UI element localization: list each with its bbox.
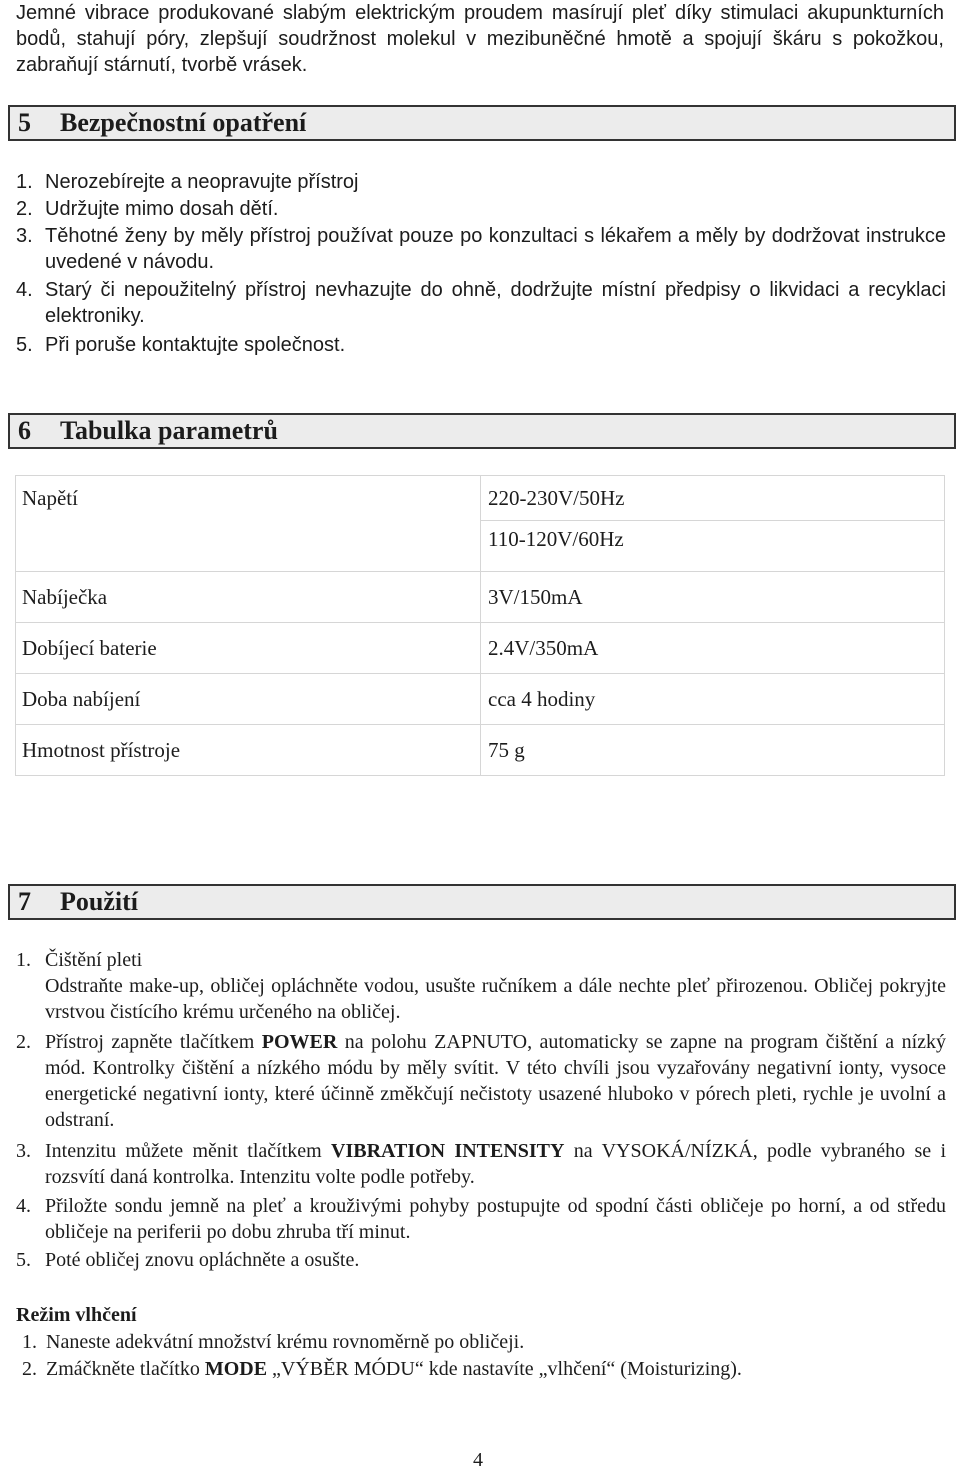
safety-item (16, 196, 946, 222)
step-title: Čištění pleti (45, 949, 143, 971)
moisture-step (22, 1329, 946, 1355)
item-number: 5. (16, 334, 33, 356)
section-number: 7 (18, 887, 31, 916)
section-heading-safety (8, 105, 956, 141)
param-label: Nabíječka (16, 572, 481, 623)
table-row (16, 572, 945, 623)
step-text-lead: Přístroj zapněte tlačítkem (45, 1031, 262, 1053)
table-row (16, 725, 945, 776)
button-name: VIBRATION INTENSITY (331, 1140, 565, 1162)
param-label: Doba nabíjení (16, 674, 481, 725)
param-value: 75 g (481, 725, 945, 776)
moisture-step (22, 1356, 946, 1382)
param-value: 110-120V/60Hz (481, 521, 945, 572)
section-number: 5 (18, 108, 31, 137)
table-row (16, 623, 945, 674)
table-row (16, 674, 945, 725)
step-text-lead: Zmáčkněte tlačítko (46, 1358, 205, 1380)
step-text (45, 1029, 946, 1133)
item-number: 4. (16, 279, 33, 301)
step-number: 1. (22, 1331, 37, 1353)
safety-item (16, 169, 946, 195)
page-number: 4 (473, 1449, 483, 1471)
step-text: Poté obličej znovu opláchněte a osušte. (45, 1249, 360, 1271)
step-text (45, 1138, 946, 1190)
table-row (16, 476, 945, 521)
item-text: Těhotné ženy by měly přístroj používat pouze po konzultaci s lékařem a měly by dodržovat instrukce uvedené v návodu. (45, 225, 946, 273)
step-number: 4. (16, 1195, 31, 1217)
section-title: Bezpečnostní opatření (60, 108, 307, 137)
step-text: Odstraňte make-up, obličej opláchněte vodou, usušte ručníkem a dále nechte pleť přirozenou. Obličej pokryjte vrstvou čistícího krému určeného na obličej. (45, 975, 946, 1023)
step-text (46, 1356, 946, 1382)
step-text: Naneste adekvátní množství krému rovnoměrně po obličeji. (46, 1331, 525, 1353)
usage-step (16, 1247, 946, 1273)
step-text: Přiložte sondu jemně na pleť a krouživými pohyby postupujte od spodní části obličeje po horní, a od středu obličeje na periferii po dobu zhruba tří minut. (45, 1195, 946, 1243)
step-text-rest: na VYSOKÁ/NÍZKÁ, podle vybraného se i rozsvítí daná kontrolka. Intenzitu volte podle potřeby. (45, 1140, 947, 1188)
section-heading-usage (8, 884, 956, 920)
param-label: Dobíjecí baterie (16, 623, 481, 674)
item-number: 1. (16, 171, 33, 193)
usage-step (16, 1193, 946, 1245)
section-title: Použití (60, 887, 138, 916)
step-text-lead: Intenzitu můžete měnit tlačítkem (45, 1140, 332, 1162)
moisture-heading: Režim vlhčení (16, 1304, 137, 1326)
section-heading-params (8, 413, 956, 449)
usage-step (16, 947, 946, 1025)
item-text: Nerozebírejte a neopravujte přístroj (45, 171, 359, 193)
param-value: cca 4 hodiny (481, 674, 945, 725)
item-text: Starý či nepoužitelný přístroj nevhazujte do ohně, dodržujte místní předpisy o likvidaci a recyklaci elektroniky. (45, 279, 946, 327)
section-number: 6 (18, 416, 31, 445)
param-value: 2.4V/350mA (481, 623, 945, 674)
item-number: 3. (16, 225, 33, 247)
usage-step (16, 1138, 946, 1190)
step-number: 3. (16, 1140, 31, 1162)
step-text-rest: „VÝBĚR MÓDU“ kde nastavíte „vlhčení“ (Moisturizing). (267, 1358, 742, 1380)
item-text: Při poruše kontaktujte společnost. (45, 334, 346, 356)
step-text-rest: na polohu ZAPNUTO, automaticky se zapne na program čištění a nízký mód. Kontrolky čištění a nízkého módu by měly svítit. V této chvíli jsou vyzařovány negativní ionty, vysoce energetické negativní ionty, které účinně změkčují nečistoty usazené hluboko v pórech pleti, rychle je uvolní a odstraní. (45, 1031, 947, 1131)
param-value: 220-230V/50Hz (481, 476, 945, 521)
safety-item (16, 223, 946, 275)
item-text: Udržujte mimo dosah dětí. (45, 198, 279, 220)
step-number: 1. (16, 949, 31, 971)
button-name: POWER (261, 1031, 338, 1053)
button-name: MODE (204, 1358, 268, 1380)
param-value: 3V/150mA (481, 572, 945, 623)
intro-paragraph: Jemné vibrace produkované slabým elektrickým proudem masírují pleť díky stimulaci akupunkturních bodů, stahují póry, zlepšují soudržnost molekul v mezibuněčné hmotě a spojují škáru s pokožkou, zabraňují stárnutí, tvorbě vrásek. (16, 2, 944, 76)
item-number: 2. (16, 198, 33, 220)
step-number: 5. (16, 1249, 31, 1271)
param-label: Hmotnost přístroje (16, 725, 481, 776)
step-number: 2. (22, 1358, 37, 1380)
usage-step (16, 1029, 946, 1133)
section-title: Tabulka parametrů (60, 416, 278, 445)
parameters-table (15, 475, 945, 776)
safety-item (16, 277, 946, 329)
step-number: 2. (16, 1031, 31, 1053)
param-label: Napětí (16, 476, 481, 572)
safety-item (16, 332, 946, 358)
